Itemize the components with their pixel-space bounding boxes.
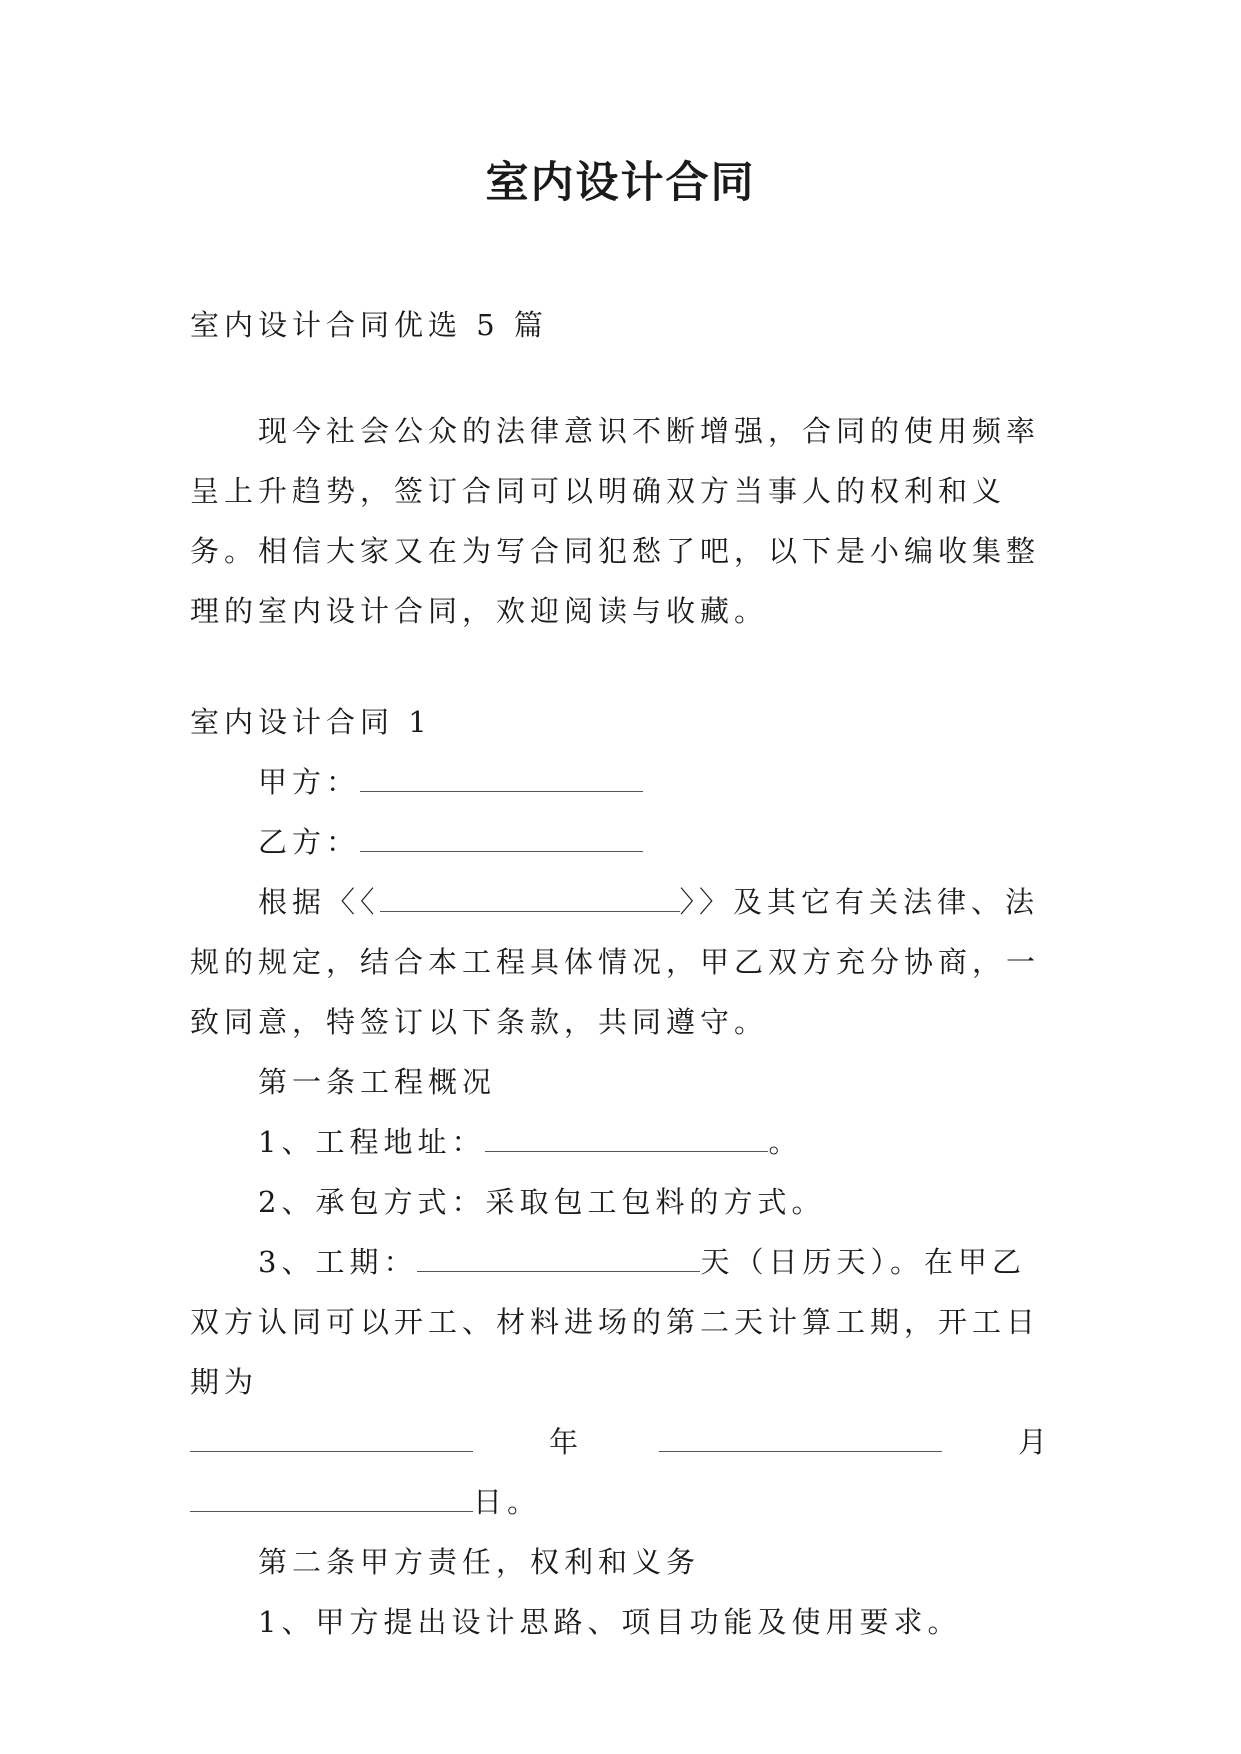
item1-address-end: 。 (768, 1125, 803, 1159)
start-date-line (190, 1412, 1052, 1472)
party-b-line (190, 812, 1052, 872)
month-label: 月 (1017, 1425, 1052, 1459)
article2-item1: 1、甲方提出设计思路、项目功能及使用要求。 (258, 1605, 962, 1639)
basis-paragraph (190, 872, 1052, 1052)
month-blank (659, 1431, 942, 1452)
intro-paragraph: 现今社会公众的法律意识不断增强，合同的使用频率呈上升趋势，签订合同可以明确双方当事人的权利和义务。相信大家又在为写合同犯愁了吧，以下是小编收集整理的室内设计合同，欢迎阅读与收藏。 (190, 414, 1041, 628)
item3-period (190, 1232, 1052, 1412)
year-label: 年 (548, 1425, 583, 1459)
article2-heading: 第二条甲方责任，权利和义务 (258, 1545, 701, 1579)
address-blank (485, 1131, 768, 1152)
day-line (190, 1472, 1052, 1532)
article1-heading: 第一条工程概况 (258, 1065, 497, 1099)
item1-address-label: 1、工程地址： (258, 1125, 486, 1159)
contract-section (190, 692, 1052, 1652)
party-a-line (190, 752, 1052, 812)
day-label: 日。 (473, 1485, 542, 1519)
party-b-label: 乙方： (258, 825, 361, 859)
party-a-blank (360, 771, 643, 792)
item3-period-text: 天（日历天）。在甲乙双方认同可以开工、材料进场的第二天计算工期，开工日期为 (190, 1245, 1041, 1399)
item2-contract: 2、承包方式：采取包工包料的方式。 (258, 1185, 826, 1219)
law-name-blank (380, 891, 680, 912)
item3-period-label: 3、工期： (258, 1245, 418, 1279)
document-subtitle: 室内设计合同优选 5 篇 (190, 308, 548, 342)
year-blank (190, 1431, 473, 1452)
days-blank (417, 1251, 700, 1272)
party-a-label: 甲方： (258, 765, 361, 799)
section-heading: 室内设计合同 1 (190, 705, 432, 739)
document-title: 室内设计合同 (485, 158, 756, 208)
intro-block (190, 355, 1052, 641)
basis-suffix: 〉〉及其它有关法律、法规的规定，结合本工程具体情况，甲乙双方充分协商，一致同意，特签订以下条款，共同遵守。 (190, 885, 1041, 1039)
document-body-top (190, 295, 1052, 355)
party-b-blank (360, 831, 643, 852)
day-blank (190, 1491, 473, 1512)
item1-address (190, 1112, 1052, 1172)
basis-prefix: 根据〈〈 (258, 885, 380, 919)
